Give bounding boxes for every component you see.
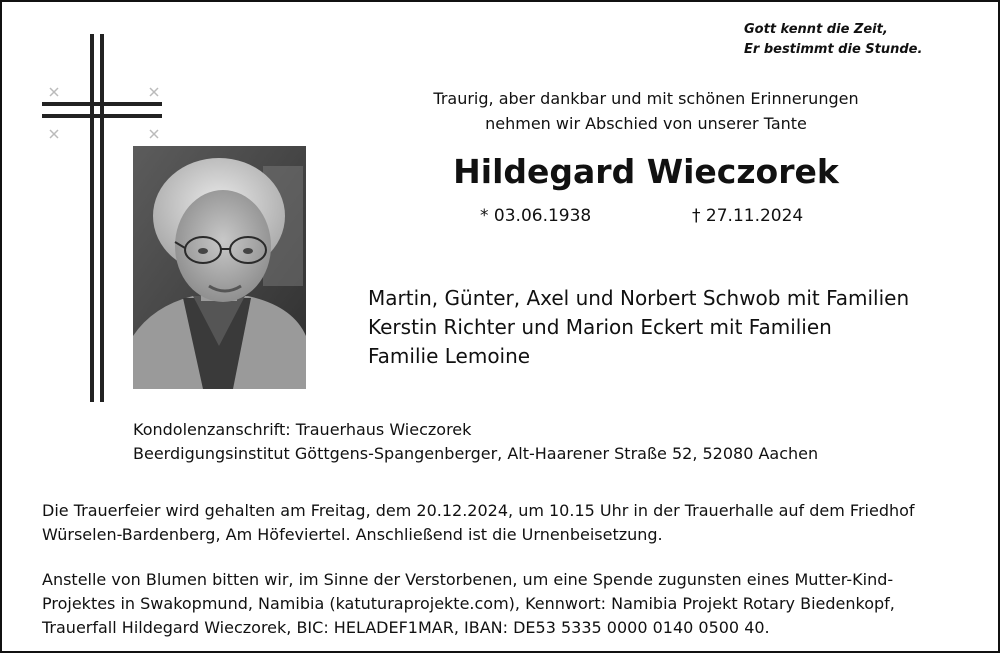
ceremony-line-2: Würselen-Bardenberg, Am Höfeviertel. Anschließend ist die Urnenbeisetzung.	[42, 525, 663, 544]
donation-info	[42, 568, 982, 640]
ceremony-info	[42, 499, 982, 547]
donation-line-3: Trauerfall Hildegard Wieczorek, BIC: HELADEF1MAR, IBAN: DE53 5335 0000 0140 0500 40.	[42, 618, 770, 637]
portrait-photo	[133, 146, 306, 389]
motto-line-1: Gott kennt die Zeit,	[744, 22, 888, 37]
intro-line-1: Traurig, aber dankbar und mit schönen Erinnerungen	[433, 89, 859, 108]
birth-date: * 03.06.1938	[480, 206, 592, 226]
mourner-line: Kerstin Richter und Marion Eckert mit Familien	[368, 315, 832, 339]
intro-text	[396, 86, 896, 136]
donation-line-1: Anstelle von Blumen bitten wir, im Sinne der Verstorbenen, um eine Spende zugunsten eines Mutter-Kind-	[42, 570, 894, 589]
mourner-line: Familie Lemoine	[368, 344, 531, 368]
ceremony-line-1: Die Trauerfeier wird gehalten am Freitag, dem 20.12.2024, um 10.15 Uhr in der Trauerhalle auf dem Friedhof	[42, 501, 915, 520]
donation-line-2: Projektes in Swakopmund, Namibia (katuturaprojekte.com), Kennwort: Namibia Projekt Rotary Biedenkopf,	[42, 594, 895, 613]
condolence-line-2: Beerdigungsinstitut Göttgens-Spangenberger, Alt-Haarener Straße 52, 52080 Aachen	[133, 444, 819, 463]
mourners-list	[368, 284, 968, 371]
motto-line-2: Er bestimmt die Stunde.	[744, 42, 923, 57]
mourner-line: Martin, Günter, Axel und Norbert Schwob mit Familien	[368, 286, 910, 310]
death-date: † 27.11.2024	[692, 206, 804, 226]
intro-line-2: nehmen wir Abschied von unserer Tante	[485, 114, 807, 133]
condolence-address	[133, 418, 963, 466]
condolence-line-1: Kondolenzanschrift: Trauerhaus Wieczorek	[133, 420, 472, 439]
motto	[744, 20, 984, 60]
deceased-name: Hildegard Wieczorek	[453, 152, 839, 191]
